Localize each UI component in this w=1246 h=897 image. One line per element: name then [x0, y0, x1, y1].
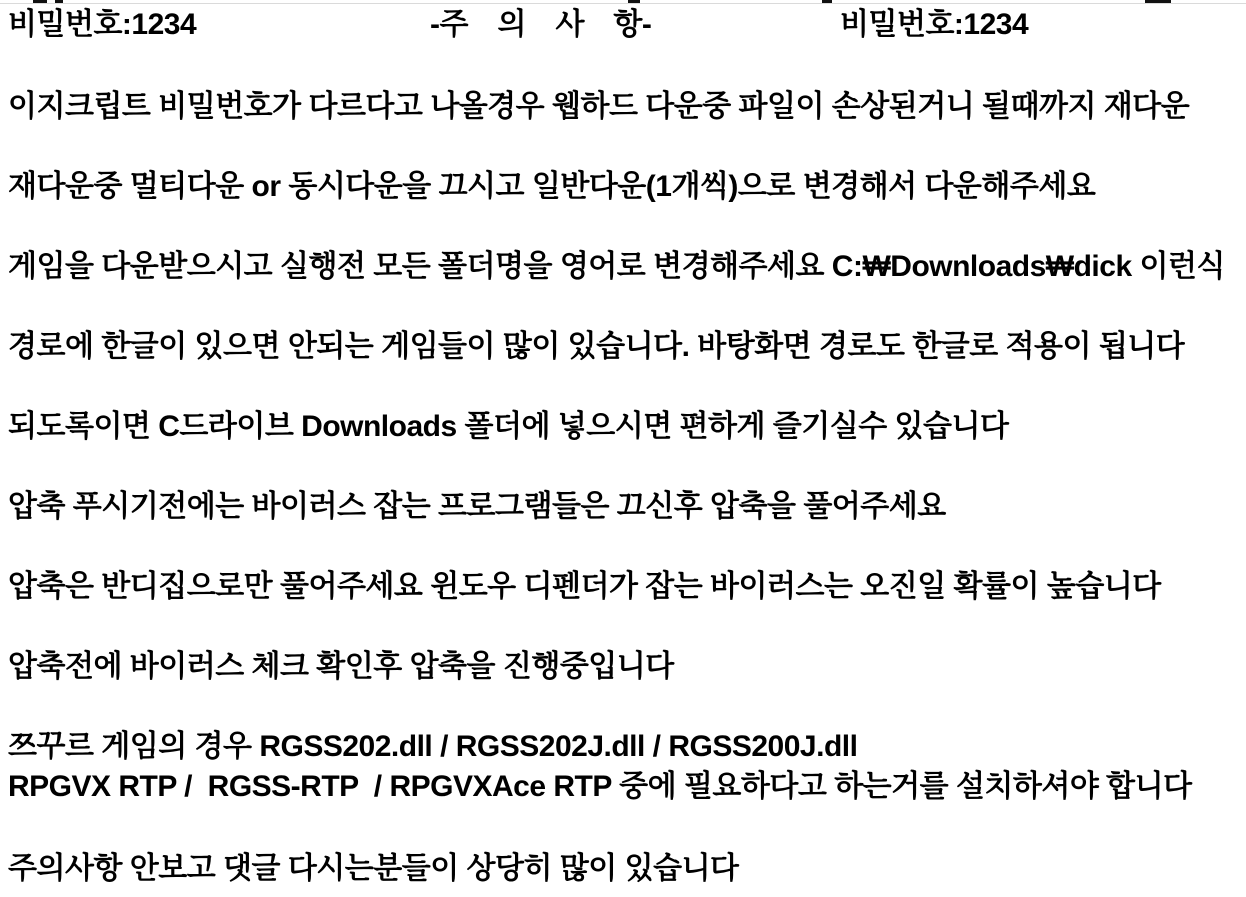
cropped-glyph-fragment [822, 0, 832, 3]
password-right: 비밀번호:1234 [840, 8, 1029, 41]
notice-line: 압축 푸시기전에는 바이러스 잡는 프로그램들은 끄신후 압축을 풀어주세요 [8, 490, 946, 523]
cropped-glyph-fragment [33, 0, 47, 3]
notice-line: 경로에 한글이 있으면 안되는 게임들이 많이 있습니다. 바탕화면 경로도 한글로 적용이 됩니다 [8, 330, 1185, 363]
notice-line: 게임을 다운받으시고 실행전 모든 폴더명을 영어로 변경해주세요 C:₩Downloads₩dick 이런식 [8, 250, 1225, 283]
cropped-glyph-fragment [55, 0, 63, 3]
notice-line: 압축은 반디집으로만 풀어주세요 윈도우 디펜더가 잡는 바이러스는 오진일 확률이 높습니다 [8, 570, 1161, 603]
notice-line: 되도록이면 C드라이브 Downloads 폴더에 넣으시면 편하게 즐기실수 있습니다 [8, 410, 1009, 443]
notice-line: 주의사항 안보고 댓글 다시는분들이 상당히 많이 있습니다 [8, 852, 739, 885]
cropped-glyph-fragment [628, 0, 640, 3]
notice-line: RPGVX RTP / RGSS-RTP / RPGVXAce RTP 중에 필요하다고 하는거를 설치하셔야 합니다 [8, 770, 1192, 803]
page-title: -주 의 사 항- [430, 8, 652, 41]
top-crop-rule [0, 3, 1246, 4]
notice-line: 압축전에 바이러스 체크 확인후 압축을 진행중입니다 [8, 650, 674, 683]
password-left: 비밀번호:1234 [8, 8, 197, 41]
cropped-glyph-fragment [1145, 0, 1171, 3]
notice-line: 재다운중 멀티다운 or 동시다운을 끄시고 일반다운(1개씩)으로 변경해서 다운해주세요 [8, 170, 1096, 203]
notice-line: 이지크립트 비밀번호가 다르다고 나올경우 웹하드 다운중 파일이 손상된거니 될때까지 재다운 [8, 90, 1190, 123]
notice-line: 쯔꾸르 게임의 경우 RGSS202.dll / RGSS202J.dll / RGSS200J.dll [8, 730, 858, 763]
